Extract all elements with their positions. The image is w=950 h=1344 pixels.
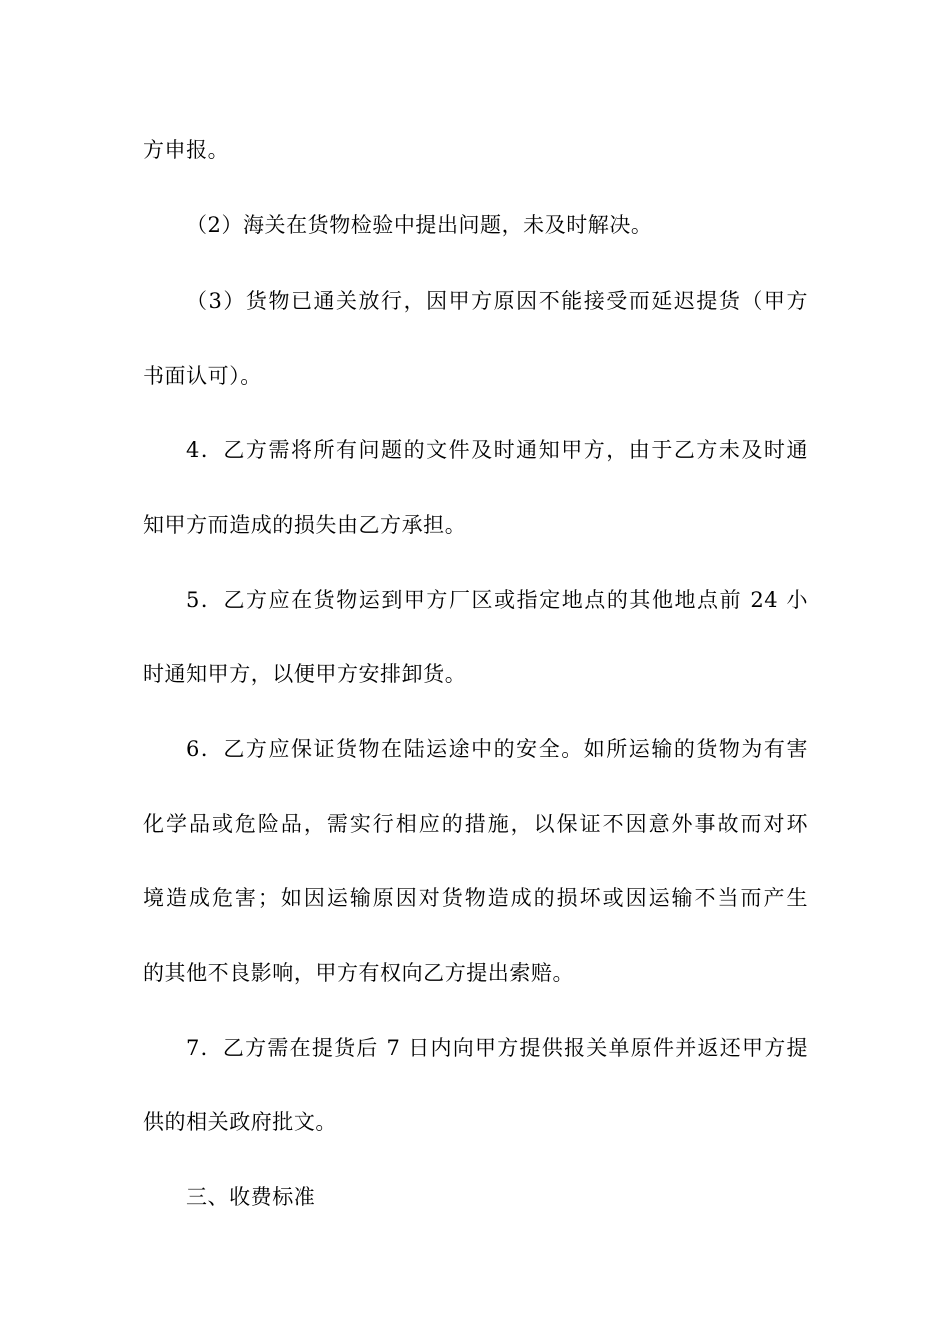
section-heading-fee-standard: 三、收费标准 <box>186 1185 316 1209</box>
clause-5: 5．乙方应在货物运到甲方厂区或指定地点的其他地点前 24 小 <box>186 588 808 612</box>
clause-5-continuation: 时通知甲方，以便甲方安排卸货。 <box>143 662 467 686</box>
clause-item-3: （3）货物已通关放行，因甲方原因不能接受而延迟提货（甲方 <box>186 289 808 313</box>
clause-item-2: （2）海关在货物检验中提出问题，未及时解决。 <box>186 213 653 237</box>
clause-item-3-continuation: 书面认可）。 <box>143 364 262 388</box>
clause-7: 7．乙方需在提货后 7 日内向甲方提供报关单原件并返还甲方提 <box>186 1036 808 1060</box>
clause-6-line-3: 境造成危害；如因运输原因对货物造成的损坏或因运输不当而产生 <box>143 886 808 910</box>
clause-4: 4．乙方需将所有问题的文件及时通知甲方，由于乙方未及时通 <box>186 438 808 462</box>
clause-6-line-2: 化学品或危险品，需实行相应的措施，以保证不因意外事故而对环 <box>143 812 808 836</box>
clause-6-line-4: 的其他不良影响，甲方有权向乙方提出索赔。 <box>143 961 574 985</box>
clause-4-continuation: 知甲方而造成的损失由乙方承担。 <box>143 513 467 537</box>
clause-7-continuation: 供的相关政府批文。 <box>143 1110 337 1134</box>
text-line-continuation: 方申报。 <box>143 138 230 162</box>
clause-6: 6．乙方应保证货物在陆运途中的安全。如所运输的货物为有害 <box>186 737 808 761</box>
